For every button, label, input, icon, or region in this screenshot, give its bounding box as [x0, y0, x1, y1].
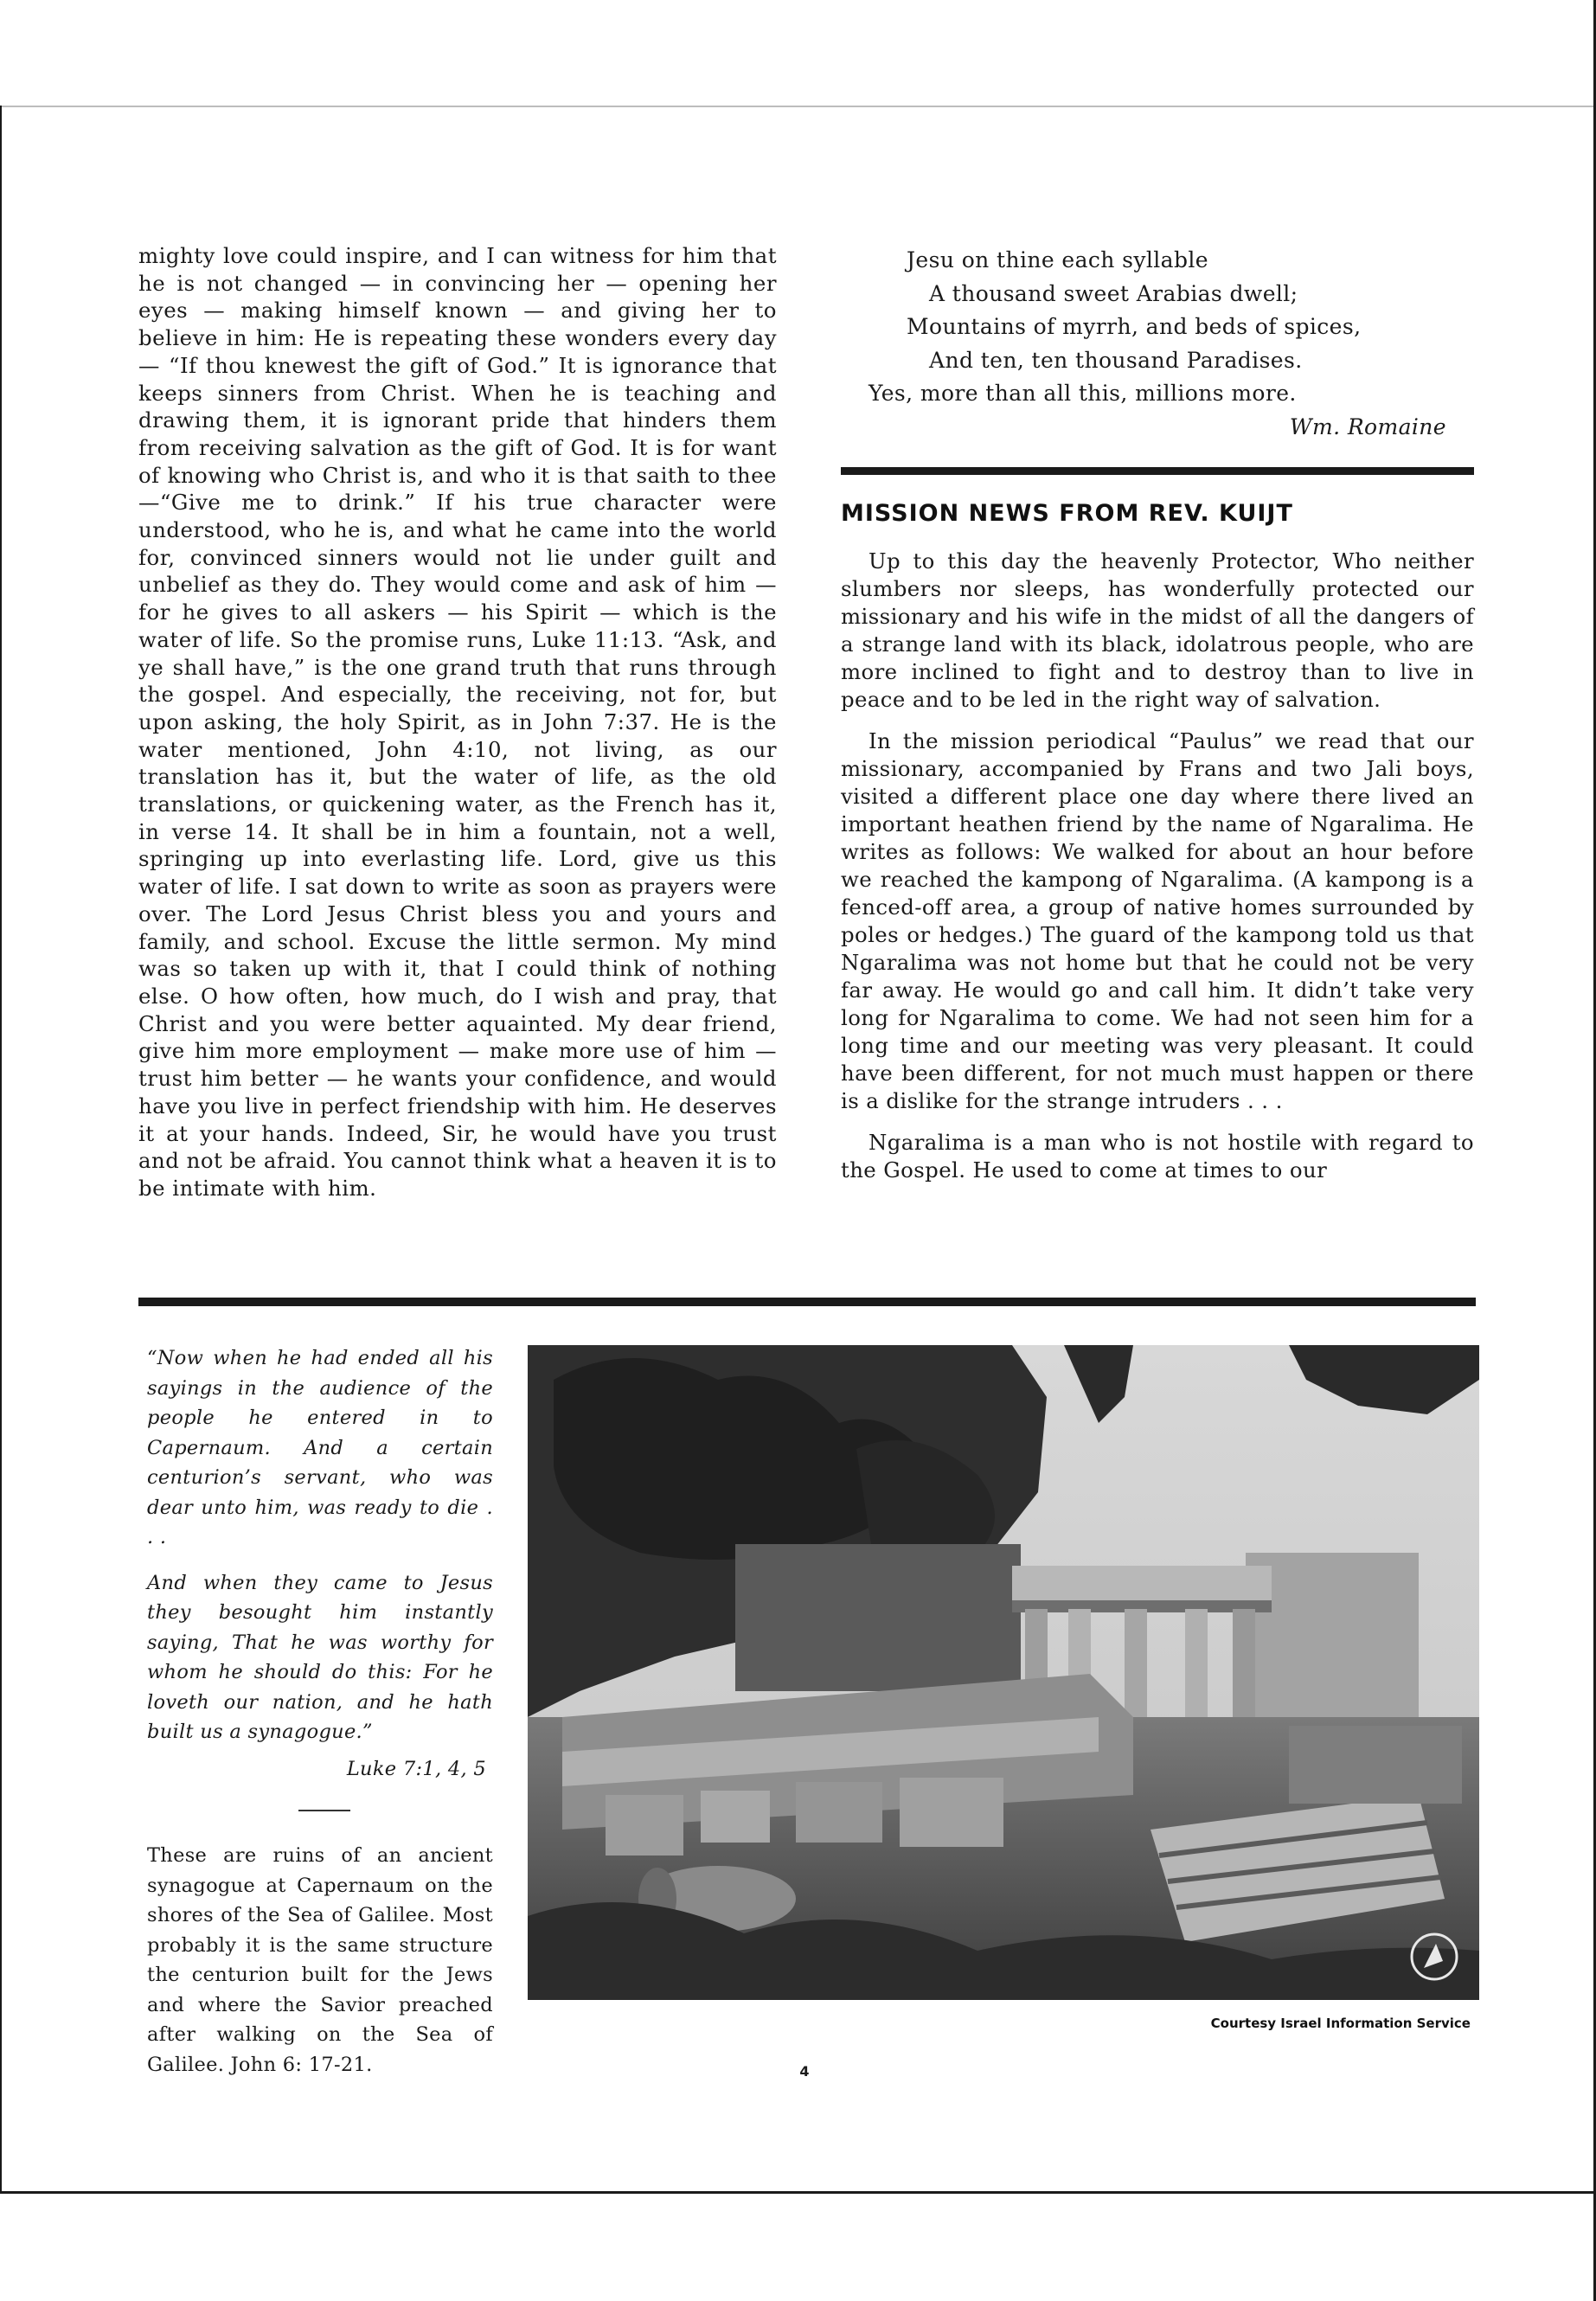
section-heading: MISSION NEWS FROM REV. KUIJT	[841, 500, 1293, 527]
mission-paragraph: In the mission periodical “Paulus” we read that our missionary, accompanied by Frans and two Jali boys, visited a different place one day where there lived an important heathen friend by the name of Ngaralima. He writes as follows: We walked for about an hour before we reached the kampong of Ngaralima. (A kampong is a fenced-off area, a group of native homes surrounded by poles or hedges.) The guard of the kampong told us that Ngaralima was not home but that he could not be very far away. He would go and call him. It didn’t take very long for Ngaralima to come. We had not seen him for a long time and our meeting was very pleasant. It could have been different, for not much must happen or there is a dislike for the strange intruders . . .	[841, 728, 1474, 1113]
left-column	[138, 242, 777, 1202]
sidebar	[147, 1343, 493, 2080]
page-top-edge	[0, 106, 1596, 107]
poem-line: Yes, more than all this, millions more.	[869, 381, 1297, 406]
page-bottom-edge	[0, 2191, 1596, 2194]
scripture-quote: “Now when he had ended all his sayings in the audience of the people he entered in to Capernaum. And a certain centurion’s servant, who was dear unto him, was ready to die . . .	[147, 1347, 493, 1548]
left-column-paragraph: mighty love could inspire, and I can witness for him that he is not changed — in convincing her — opening her eyes — making himself known — and giving her to believe in him: He is repeating these wonders every day — “If thou knewest the gift of God.” It is ignorance that keeps sinners from Christ. When he is teaching and drawing them, it is ignorant pride that hinders them from receiving salvation as the gift of God. It is for want of knowing who Christ is, and who it is that saith to thee—“Give me to drink.” If his true character were understood, who he is, and what he came into the world for, convinced sinners would not lie under guilt and unbelief as they do. They would come and ask of him — for he gives to all askers — his Spirit — which is the water of life. So the promise runs, Luke 11:13. “Ask, and ye shall have,” is the one grand truth that runs through the gospel. And especially, the receiving, not for, but upon asking, the holy Spirit, as in John 7:37. He is the water mentioned, John 4:10, not living, as our translation has it, but the water of life, as the old translations, or quickening water, as the French has it, in verse 14. It shall be in him a fountain, not a well, springing up into everlasting life. Lord, give us this water of life. I sat down to write as soon as prayers were over. The Lord Jesus Christ bless you and yours and family, and school. Excuse the little sermon. My mind was so taken up with it, that I could think of nothing else. O how often, how much, do I wish and pray, that Christ and you were better aquainted. My dear friend, give him more employment — make more use of him — trust him better — he wants your confidence, and would have you live in perfect friendship with him. He deserves it at your hands. Indeed, Sir, he would have you trust and not be afraid. You cannot think what a heaven it is to be intimate with him.	[138, 243, 777, 1201]
poem-line: Jesu on thine each syllable	[907, 247, 1208, 272]
synagogue-ruins-photo	[528, 1345, 1479, 2000]
mission-paragraph: Up to this day the heavenly Protector, Who neither slumbers nor sleeps, has wonderfully protected our missionary and his wife in the midst of all the dangers of a strange land with its black, idolatrous people, who are more inclined to fight and to destroy than to live in peace and to be led in the right way of salvation.	[841, 548, 1474, 712]
photo-caption: These are ruins of an ancient synagogue at Capernaum on the shores of the Sea of Galilee. Most probably it is the same structure the centurion built for the Jews and where the Savior preached after walking on the Sea of Galilee. John 6: 17-21.	[147, 1844, 493, 2076]
poem-line: And ten, ten thousand Paradises.	[929, 347, 1303, 373]
scripture-quote: And when they came to Jesus they besought him instantly saying, That he was worthy for whom he should do this: For he loveth our nation, and he hath built us a synagogue.”	[147, 1571, 493, 1743]
short-divider	[298, 1810, 350, 1811]
photo-credit: Courtesy Israel Information Service	[1210, 2016, 1471, 2031]
poem	[865, 244, 1471, 444]
synagogue-ruins-illustration	[528, 1345, 1479, 2000]
right-column	[841, 548, 1474, 1184]
poem-author: Wm. Romaine	[1289, 413, 1446, 439]
mission-paragraph: Ngaralima is a man who is not hostile with regard to the Gospel. He used to come at times to our	[841, 1130, 1474, 1183]
section-divider	[841, 467, 1474, 475]
poem-line: Mountains of myrrh, and beds of spices,	[907, 314, 1362, 339]
page-divider	[138, 1298, 1476, 1306]
scripture-citation: Luke 7:1, 4, 5	[346, 1757, 486, 1780]
page-number: 4	[799, 2063, 810, 2080]
page-left-edge	[0, 106, 2, 2192]
poem-line: A thousand sweet Arabias dwell;	[929, 280, 1298, 306]
